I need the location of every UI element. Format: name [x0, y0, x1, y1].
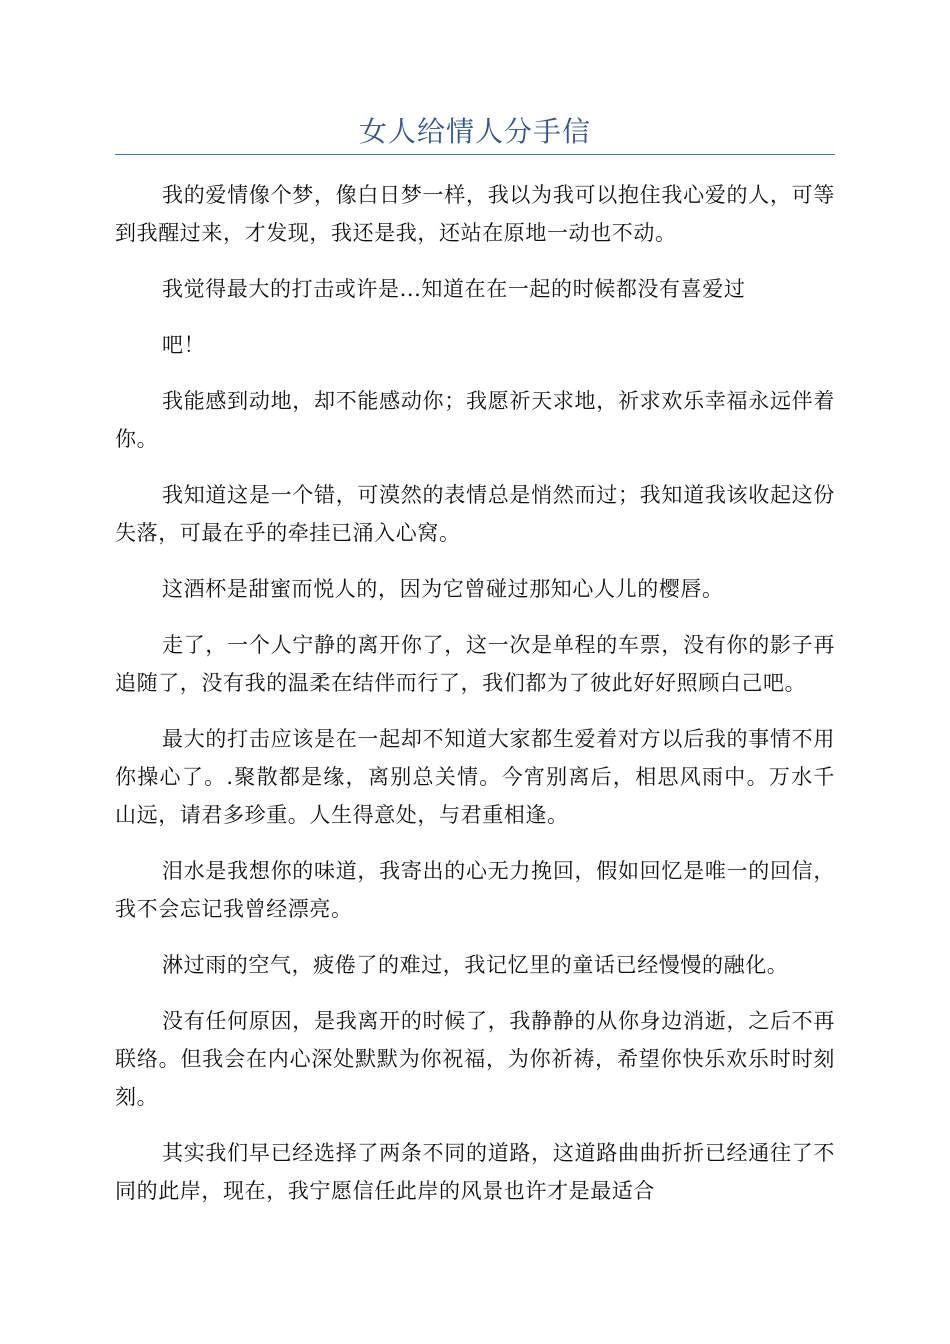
paragraph: 最大的打击应该是在一起却不知道大家都生爱着对方以后我的事情不用你操心了。.聚散都是缘，离别总关情。今宵别离后，相思风雨中。万水千山远，请君多珍重。人生得意处，与君重相逢。: [115, 727, 835, 827]
title-underline: [115, 154, 835, 155]
paragraph: 走了，一个人宁静的离开你了，这一次是单程的车票，没有你的影子再追随了，没有我的温柔在结伴而行了，我们都为了彼此好好照顾白己吧。: [115, 633, 835, 695]
document-title: 女人给情人分手信: [358, 115, 591, 148]
document-body: [115, 176, 835, 1228]
paragraph: 其实我们早已经选择了两条不同的道路，这道路曲曲折折已经通往了不同的此岸，现在，我宁愿信任此岸的风景也许才是最适合: [115, 1141, 835, 1203]
paragraph: 我的爱情像个梦，像白日梦一样，我以为我可以抱住我心爱的人，可等到我醒过来，才发现，我还是我，还站在原地一动也不动。: [115, 183, 835, 245]
paragraph: 我觉得最大的打击或许是...知道在在一起的时候都没有喜爱过: [162, 277, 746, 301]
paragraph: 吧！: [162, 333, 206, 357]
paragraph: 淋过雨的空气，疲倦了的难过，我记忆里的童话已经慢慢的融化。: [162, 953, 789, 977]
paragraph: 泪水是我想你的味道，我寄出的心无力挽回，假如回忆是唯一的回信，我不会忘记我曾经漂亮。: [115, 859, 835, 921]
paragraph: 没有任何原因，是我离开的时候了，我静静的从你身边消逝，之后不再联络。但我会在内心深处默默为你祝福，为你祈祷，希望你快乐欢乐时时刻刻。: [115, 1009, 835, 1109]
paragraph: 我能感到动地，却不能感动你；我愿祈天求地，祈求欢乐幸福永远伴着你。: [115, 389, 835, 451]
paragraph: 我知道这是一个错，可漠然的表情总是悄然而过；我知道我该收起这份失落，可最在乎的牵挂已涌入心窝。: [115, 483, 835, 545]
paragraph: 这酒杯是甜蜜而悦人的，因为它曾碰过那知心人儿的樱唇。: [162, 577, 724, 601]
